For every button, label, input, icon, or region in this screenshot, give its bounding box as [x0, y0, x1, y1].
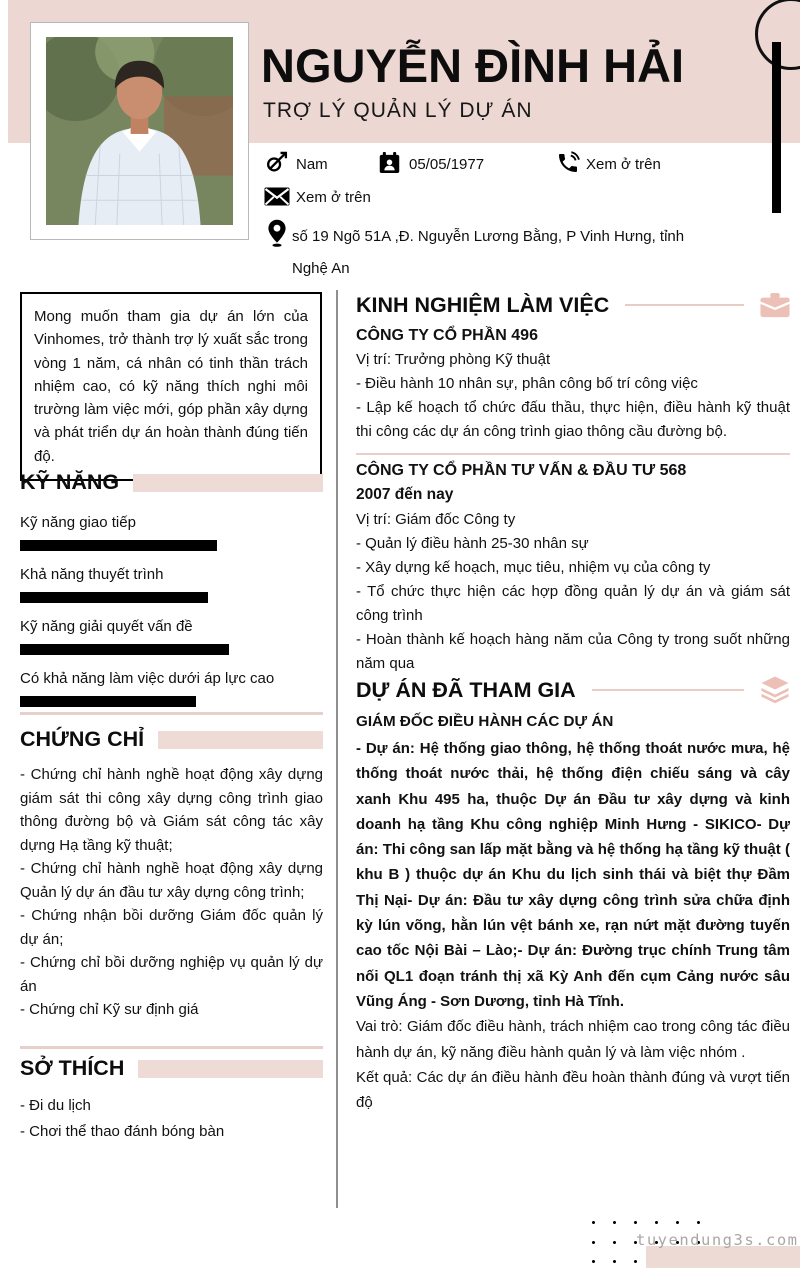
- envelope-icon: [264, 187, 290, 206]
- skill-bar: [20, 540, 323, 551]
- candidate-name: NGUYỄN ĐÌNH HẢI: [261, 39, 685, 92]
- layers-icon: [760, 676, 790, 704]
- section-divider: [20, 1046, 323, 1049]
- experience-bullet: - Tổ chức thực hiện các hợp đồng quản lý dự án và giám sát công trình: [356, 583, 790, 624]
- certificates-section: [20, 727, 323, 1022]
- heading-accent-line: [625, 304, 744, 306]
- right-column: [356, 292, 790, 1115]
- column-divider: [336, 290, 338, 1208]
- skill-label: Kỹ năng giải quyết vấn đề: [20, 618, 193, 635]
- experience-bullet: - Quản lý điều hành 25-30 nhân sự: [356, 535, 589, 552]
- heading-accent-swatch: [138, 1060, 323, 1078]
- projects-heading: [356, 676, 790, 704]
- heading-accent-swatch: [158, 731, 323, 749]
- experience-heading: [356, 292, 790, 318]
- certificate-item: - Chứng chỉ hành nghề hoạt động xây dựng giám sát thi công xây dựng công trình giao thông đường bộ và Giám sát công tác xây dựng Hạ tầng kỹ thuật;: [20, 766, 323, 854]
- dob-value: 05/05/1977: [409, 156, 485, 173]
- certificate-item: - Chứng chỉ bồi dưỡng nghiệp vụ quản lý dự án: [20, 954, 323, 995]
- email-value: Xem ở trên: [296, 189, 371, 206]
- skill-label: Khả năng thuyết trình: [20, 566, 164, 583]
- skill-bar: [20, 592, 323, 603]
- phone-icon: [556, 151, 580, 175]
- hobby-item: - Chơi thể thao đánh bóng bàn: [20, 1123, 225, 1140]
- watermark-band: [646, 1246, 800, 1268]
- skill-bar: [20, 644, 323, 655]
- position-line: Vị trí: Trưởng phòng Kỹ thuật: [356, 351, 551, 368]
- experience-bullet: - Hoàn thành kế hoạch hàng năm của Công ty trong suốt những năm qua: [356, 631, 790, 672]
- experience-heading-text: KINH NGHIỆM LÀM VIỆC: [356, 292, 610, 317]
- company-name: CÔNG TY CỔ PHẦN TƯ VẤN & ĐẦU TƯ 568: [356, 462, 687, 479]
- briefcase-icon: [760, 292, 790, 318]
- position-line: Vị trí: Giám đốc Công ty: [356, 511, 516, 528]
- calendar-icon: [379, 151, 400, 174]
- profile-photo: [30, 22, 249, 240]
- projects-role-title: GIÁM ĐỐC ĐIỀU HÀNH CÁC DỰ ÁN: [356, 713, 614, 730]
- skill-label: Có khả năng làm việc dưới áp lực cao: [20, 670, 275, 687]
- location-pin-icon: [267, 219, 287, 247]
- heading-accent-line: [592, 689, 744, 691]
- person-photo-placeholder: [46, 37, 233, 225]
- experience-bullet: - Điều hành 10 nhân sự, phân công bố trí công việc: [356, 375, 698, 392]
- heading-accent-swatch: [133, 474, 323, 492]
- objective-box: Mong muốn tham gia dự án lớn của Vinhomes, trở thành trợ lý xuất sắc trong vòng 1 năm, cá nhân có tinh thần trách nhiệm cao, có kỹ năng thích nghi môi trường làm việc mới, góp phần xây dựng và phát triển dự án hoàn thành đúng tiến độ.: [20, 292, 322, 481]
- hobbies-section: [20, 1056, 323, 1145]
- experience-bullet: - Lập kế hoạch tổ chức đấu thầu, thực hiện, điều hành kỹ thuật thi công các dự án công trình giao thông cầu đường bộ.: [356, 399, 790, 440]
- skills-heading-text: KỸ NĂNG: [20, 470, 120, 494]
- projects-role-line: Vai trò: Giám đốc điều hành, trách nhiệm cao trong công tác điều hành dự án, kỹ năng điều hành quản lý và làm việc nhóm .: [356, 1018, 790, 1061]
- section-divider: [20, 712, 323, 715]
- phone-value: Xem ở trên: [586, 156, 661, 173]
- decor-vertical-bar: [772, 42, 781, 213]
- gender-value: Nam: [296, 156, 328, 173]
- certificates-heading: [20, 727, 323, 752]
- certificates-heading-text: CHỨNG CHỈ: [20, 727, 145, 751]
- address-value: số 19 Ngõ 51A ,Đ. Nguyễn Lương Bằng, P Vinh Hưng, tỉnh Nghệ An: [292, 228, 685, 277]
- certificate-item: - Chứng nhận bồi dưỡng Giám đốc quản lý dự án;: [20, 907, 323, 948]
- gender-icon: [265, 151, 288, 174]
- person-photo-art: [46, 37, 233, 225]
- skill-label: Kỹ năng giao tiếp: [20, 514, 136, 531]
- employment-period: 2007 đến nay: [356, 486, 454, 503]
- skill-bar: [20, 696, 323, 707]
- hobbies-heading-text: SỞ THÍCH: [20, 1056, 125, 1080]
- experience-divider: [356, 453, 790, 455]
- company-name: CÔNG TY CỔ PHẦN 496: [356, 327, 538, 344]
- watermark: tuyendung3s.com: [636, 1231, 799, 1249]
- hobby-item: - Đi du lịch: [20, 1097, 91, 1114]
- hobbies-heading: [20, 1056, 323, 1081]
- projects-result-line: Kết quả: Các dự án điều hành đều hoàn thành đúng và vượt tiến độ: [356, 1068, 790, 1112]
- projects-heading-text: DỰ ÁN ĐÃ THAM GIA: [356, 677, 576, 702]
- experience-bullet: - Xây dựng kế hoạch, mục tiêu, nhiệm vụ của công ty: [356, 559, 711, 576]
- certificate-item: - Chứng chỉ hành nghề hoạt động xây dựng Quản lý dự án đầu tư xây dựng công trình;: [20, 860, 323, 901]
- projects-description: - Dự án: Hệ thống giao thông, hệ thống thoát nước mưa, hệ thống thoát nước thải, hệ thống điện chiếu sáng và cây xanh Khu 495 ha, thuộc Dự án Đầu tư xây dựng và kinh doanh hạ tầng Khu công nghiệp Minh Hưng - SIKICO- Dự án: Thi công san lấp mặt bằng và hệ thống hạ tầng kỹ thuật ( khu B ) thuộc dự án Khu du lịch sinh thái và biệt thự Đầm Thị Nại- Dự án: Đầu tư xây dựng công trình sửa chữa định kỳ lún võng, hằn lún vệt bánh xe, rạn nứt mặt đường tuyến cao tốc Nội Bài – Lào;- Dự án: Đường trục chính Trung tâm nối QL1 đoạn tránh thị xã Kỳ Anh đến cụm Cảng nước sâu Vũng Áng - Sơn Dương, tỉnh Hà Tĩnh.: [356, 740, 790, 1010]
- job-title: TRỢ LÝ QUẢN LÝ DỰ ÁN: [263, 99, 533, 122]
- skills-section: [20, 470, 323, 721]
- skills-heading: [20, 470, 323, 495]
- certificate-item: - Chứng chỉ Kỹ sư định giá: [20, 1001, 199, 1018]
